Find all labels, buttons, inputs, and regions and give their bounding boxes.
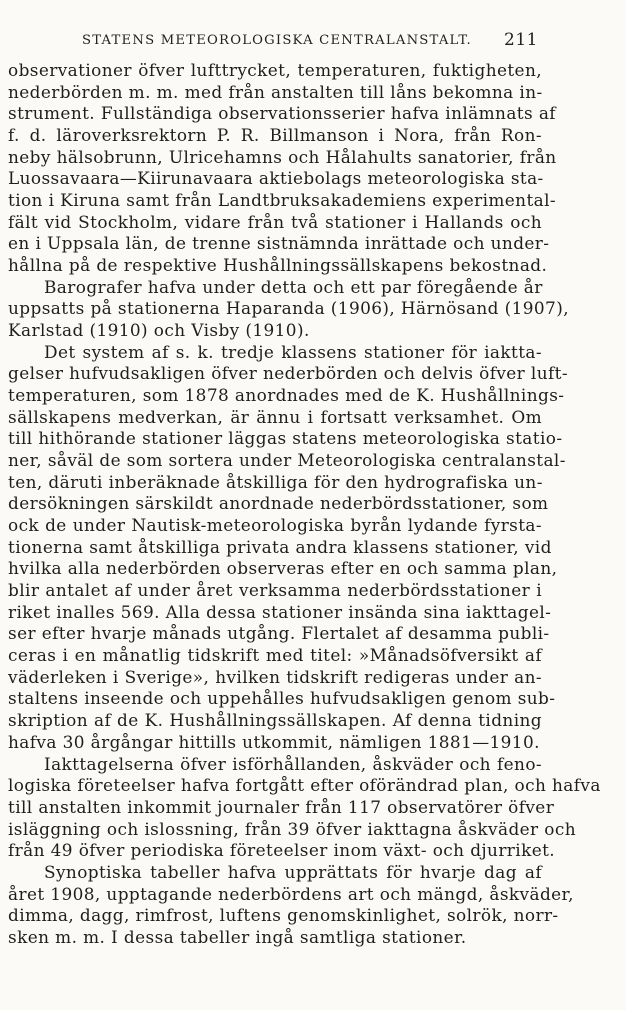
text-line: till anstalten inkommit journaler från 117 observatörer öfver (8, 796, 555, 817)
text-line: från 49 öfver periodiska företeelser inom växt- och djurriket. (8, 840, 556, 861)
text-line: året 1908, upptagande nederbördens art och mängd, åskväder, (8, 883, 574, 904)
text-line: strument. Fullständiga observationsserier hafva inlämnats af (8, 103, 556, 124)
text-line: hafva 30 årgångar hittills utkommit, nämligen 1881—1910. (8, 731, 540, 752)
text-line: blir antalet af under året verksamma nederbördsstationer i (8, 580, 542, 601)
text-line: väderleken i Sverige», hvilken tidskrift redigeras under an- (8, 666, 542, 687)
text-line: ser efter hvarje månads utgång. Flertalet af desamma publi- (8, 623, 550, 644)
body-text (8, 60, 601, 949)
text-line: riket inalles 569. Alla dessa stationer insända sina iakttagel- (8, 601, 552, 622)
text-line: logiska företeelser hafva fortgått efter oförändrad plan, och hafva (8, 775, 601, 796)
text-line: Iakttagelserna öfver isförhållanden, åskväder och feno- (44, 753, 542, 774)
text-line: Karlstad (1910) och Visby (1910). (8, 320, 310, 341)
running-head-title: STATENS METEOROLOGISKA CENTRALANSTALT. (82, 33, 472, 48)
text-line: dersökningen särskildt anordnade nederbördsstationer, som (8, 493, 549, 514)
text-line: sken m. m. I dessa tabeller ingå samtliga stationer. (8, 926, 467, 947)
text-line: nederbörden m. m. med från anstalten till låns bekomna in- (8, 81, 543, 102)
text-line: Barografer hafva under detta och ett par föregående år (44, 276, 543, 297)
text-line: Det system af s. k. tredje klassens stationer för iaktta- (44, 341, 542, 362)
text-line: gelser hufvudsakligen öfver nederbörden och delvis öfver luft- (8, 363, 568, 384)
text-line: hvilka alla nederbörden observeras efter en och samma plan, (8, 558, 558, 579)
text-line: Luossavaara—Kiirunavaara aktiebolags meteorologiska sta- (8, 168, 544, 189)
text-line: hållna på de respektive Hushållningssällskapens bekostnad. (8, 255, 548, 276)
text-line: skription af de K. Hushållningssällskapen. Af denna tidning (8, 710, 542, 731)
text-line: ten, däruti inberäknade åtskilliga för den hydrografiska un- (8, 471, 543, 492)
text-line: neby hälsobrunn, Ulricehamns och Hålahults sanatorier, från (8, 146, 557, 167)
text-line: en i Uppsala län, de trenne sistnämnda inrättade och under- (8, 233, 550, 254)
text-line: ner, såväl de som sortera under Meteorologiska centralanstal- (8, 450, 566, 471)
text-line: uppsatts på stationerna Haparanda (1906), Härnösand (1907), (8, 298, 569, 319)
text-line: till hithörande stationer läggas statens meteorologiska statio- (8, 428, 563, 449)
text-line: f. d. läroverksrektorn P. R. Billmanson i Nora, från Ron- (8, 125, 542, 146)
text-line: Synoptiska tabeller hafva upprättats för hvarje dag af (44, 861, 542, 882)
text-line: dimma, dagg, rimfrost, luftens genomskinlighet, solrök, norr- (8, 905, 559, 926)
text-line: isläggning och islossning, från 39 öfver iakttagna åskväder och (8, 818, 577, 839)
page-number: 211 (504, 30, 538, 50)
text-line: fält vid Stockholm, vidare från två stationer i Hallands och (8, 211, 542, 232)
text-line: ceras i en månatlig tidskrift med titel: »Månadsöfversikt af (8, 645, 542, 666)
running-header (70, 30, 626, 52)
text-line: tionerna samt åtskilliga privata andra klassens stationer, vid (8, 536, 552, 557)
text-line: staltens inseende och uppehålles hufvudsakligen genom sub- (8, 688, 556, 709)
text-line: ock de under Nautisk-meteorologiska byrån lydande fyrsta- (8, 515, 542, 536)
text-line: temperaturen, som 1878 anordnades med de K. Hushållnings- (8, 385, 565, 406)
text-line: tion i Kiruna samt från Landtbruksakademiens experimental- (8, 190, 557, 211)
text-line: sällskapens medverkan, är ännu i fortsatt verksamhet. Om (8, 406, 542, 427)
text-line: observationer öfver lufttrycket, temperaturen, fuktigheten, (8, 60, 542, 80)
